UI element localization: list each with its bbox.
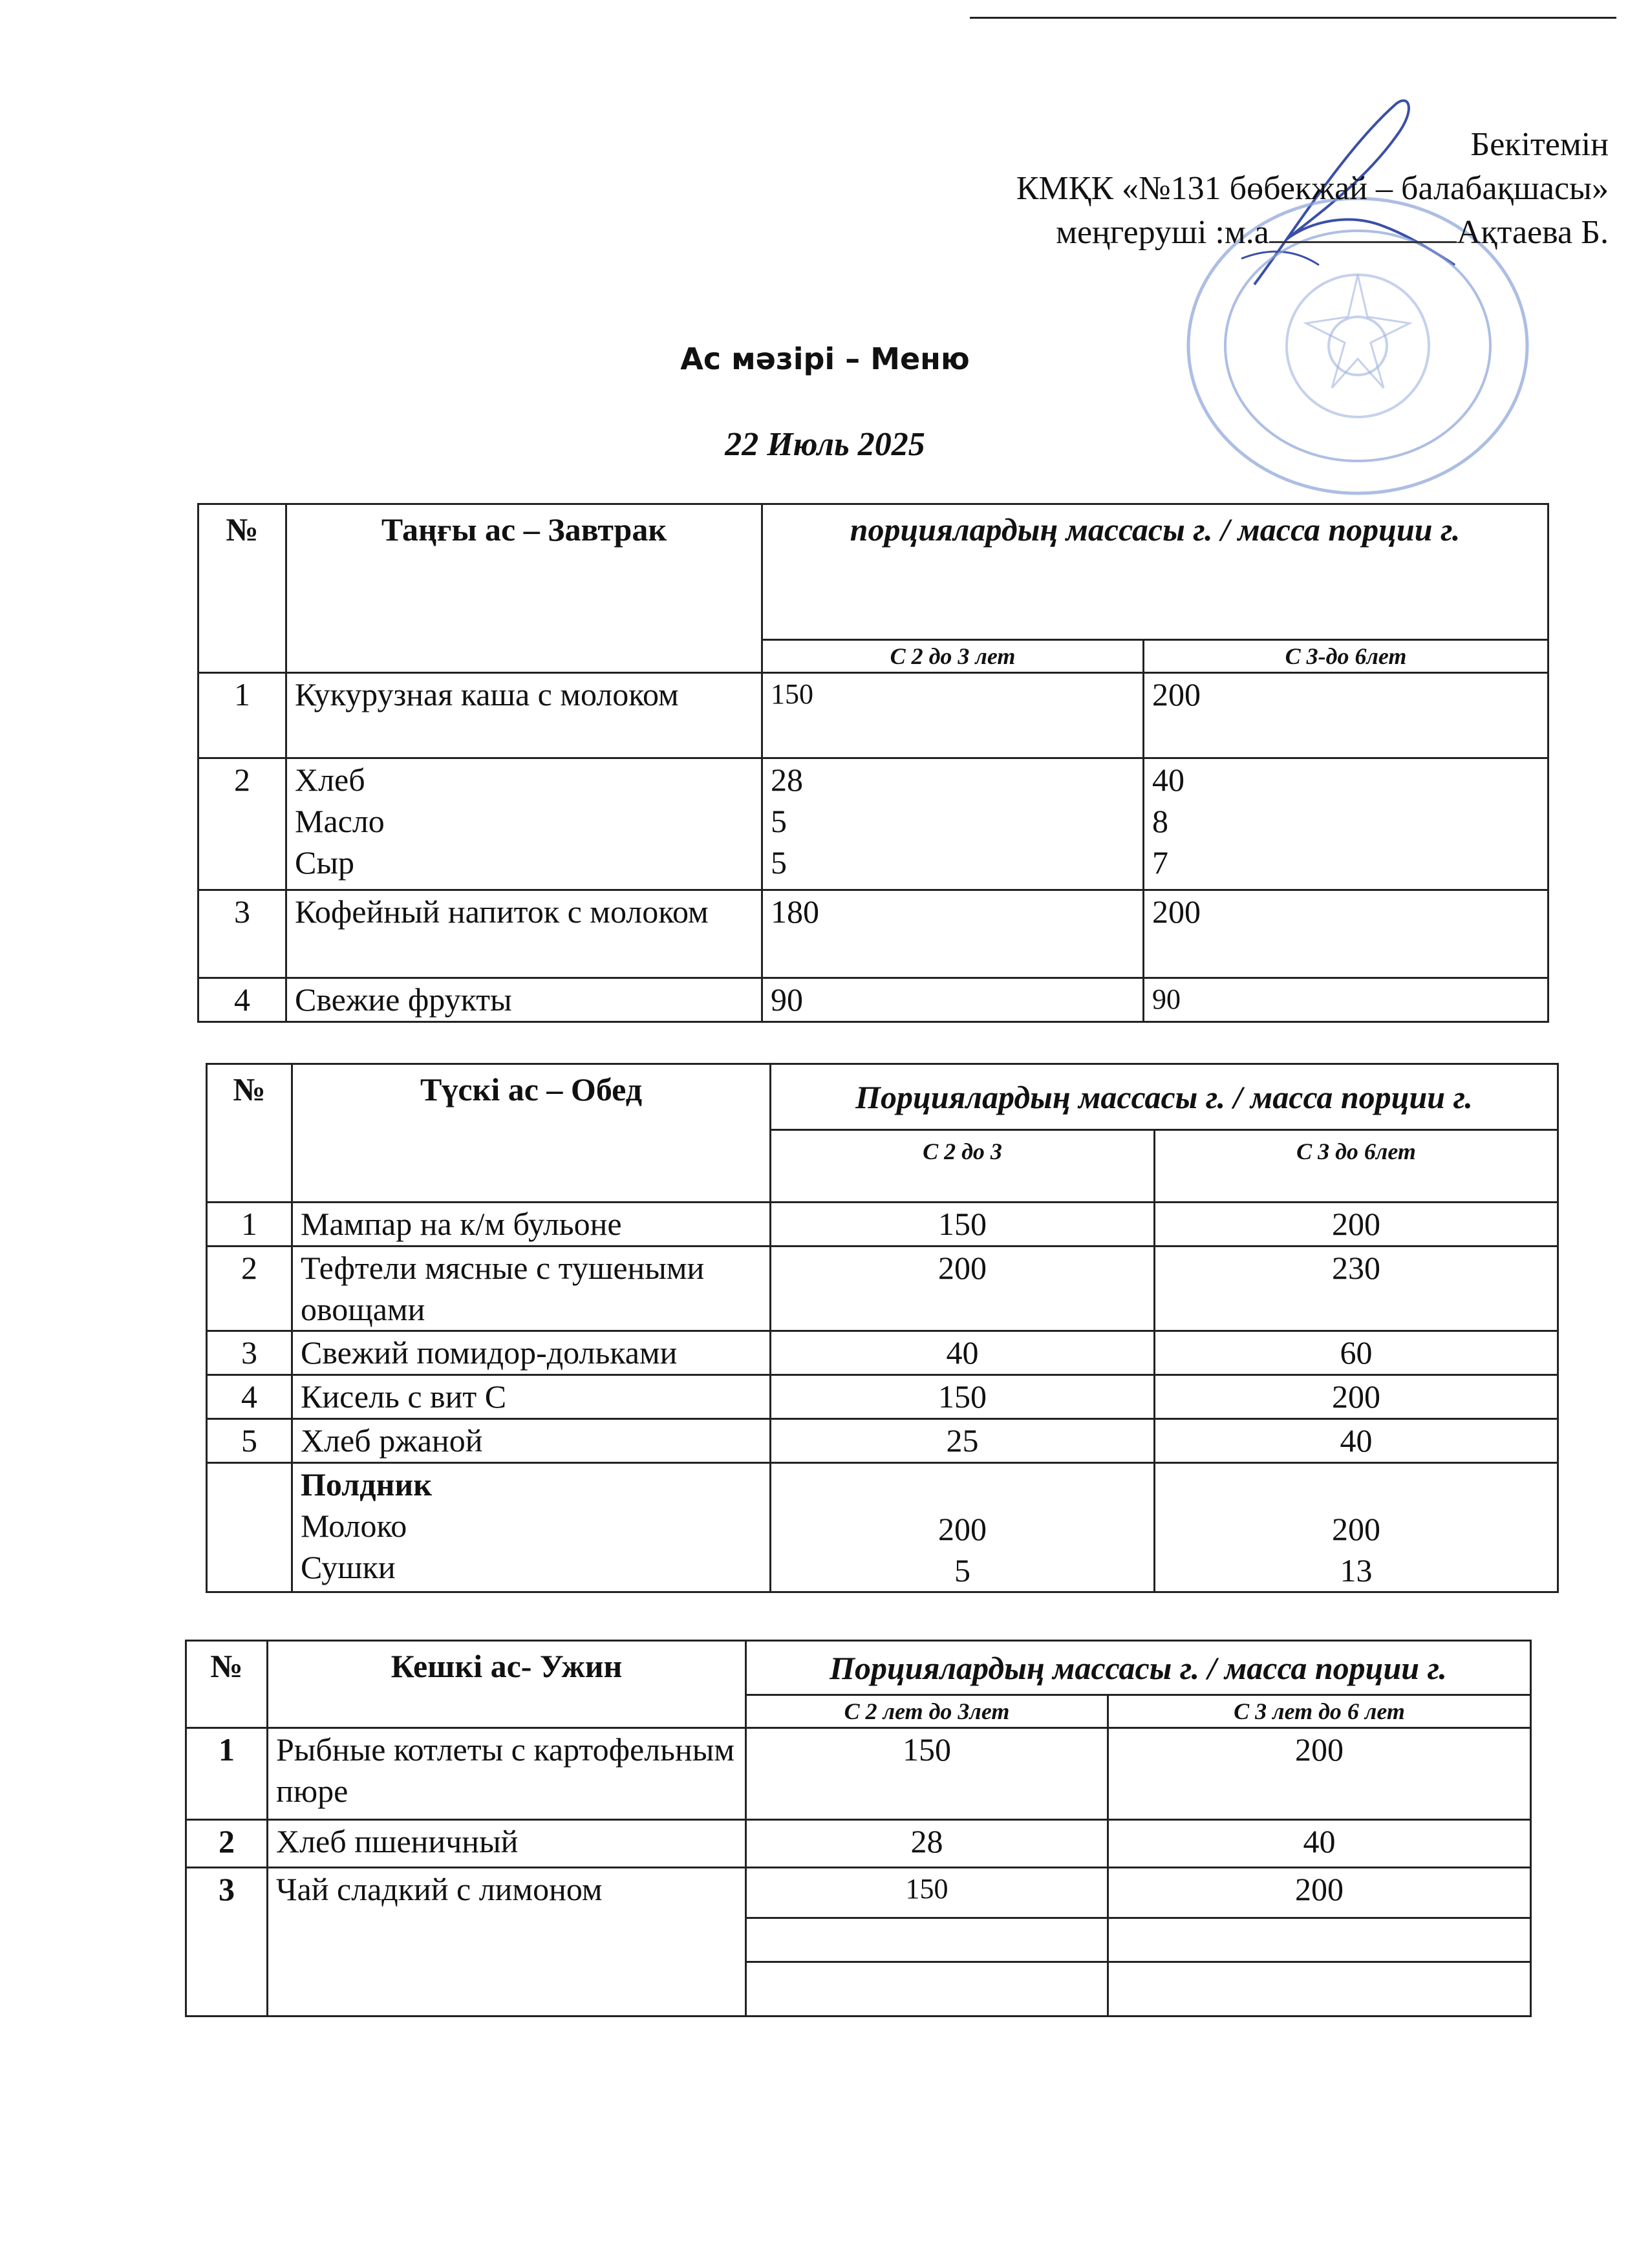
portion-3-6: 40 <box>1155 1419 1558 1463</box>
breakfast-header: Таңғы ас – Завтрак <box>286 504 762 673</box>
age-col-2-3: С 2 лет до 3лет <box>746 1695 1108 1728</box>
dinner-table <box>185 1640 1532 2017</box>
table-row <box>186 1868 1531 1918</box>
approval-position: меңгеруші :м.а <box>1056 214 1269 251</box>
dish-name: Рыбные котлеты с картофельным пюре <box>268 1728 746 1820</box>
row-number: 3 <box>207 1331 292 1375</box>
row-number: 1 <box>186 1728 268 1820</box>
portion-value: 5 <box>771 844 787 881</box>
dish-name: Чай сладкий с лимоном <box>268 1868 746 2017</box>
portion-2-3: 150 <box>771 1203 1155 1246</box>
dish-item: Масло <box>295 803 385 839</box>
signature-line <box>1269 211 1457 243</box>
row-number: 1 <box>198 673 286 758</box>
menu-title: Ас мәзірі – Меню <box>680 341 970 376</box>
portion-2-3: 90 <box>762 978 1144 1022</box>
portion-3-6: 60 <box>1155 1331 1558 1375</box>
empty-cell <box>1108 1962 1531 2017</box>
empty-cell <box>746 1918 1108 1962</box>
portion-value: 28 <box>771 762 803 798</box>
approval-line1: Бекітемін <box>1470 126 1609 163</box>
col-num-header: № <box>198 504 286 673</box>
row-number: 3 <box>198 890 286 978</box>
dish-name <box>292 1463 771 1592</box>
dish-name: Свежий помидор-дольками <box>292 1331 771 1375</box>
lunch-header: Түскі ас – Обед <box>292 1064 771 1203</box>
portion-2-3 <box>762 758 1144 890</box>
table-row <box>207 1331 1558 1375</box>
dish-name: Хлеб ржаной <box>292 1419 771 1463</box>
portion-2-3: 40 <box>771 1331 1155 1375</box>
portion-value: 200 <box>1332 1511 1380 1547</box>
table-row <box>207 1203 1558 1246</box>
dinner-header: Кешкі ас- Ужин <box>268 1641 746 1728</box>
portion-2-3: 150 <box>771 1375 1155 1419</box>
portion-value: 200 <box>938 1511 987 1547</box>
dish-name <box>286 758 762 890</box>
approval-line3 <box>1016 211 1609 255</box>
portion-3-6: 200 <box>1144 673 1548 758</box>
snack-row <box>207 1463 1558 1592</box>
row-number: 2 <box>207 1246 292 1331</box>
lunch-table <box>206 1063 1559 1593</box>
portion-3-6: 200 <box>1108 1868 1531 1918</box>
row-number: 1 <box>207 1203 292 1246</box>
portion-2-3: 150 <box>746 1728 1108 1820</box>
portion-2-3: 150 <box>746 1868 1108 1918</box>
portion-value: 5 <box>771 803 787 839</box>
age-col-3-6: С 3-до 6лет <box>1144 640 1548 673</box>
dish-name: Кофейный напиток с молоком <box>286 890 762 978</box>
col-num-header: № <box>186 1641 268 1728</box>
top-border-line <box>970 17 1616 19</box>
table-row <box>207 1375 1558 1419</box>
snack-title: Полдник <box>301 1466 433 1503</box>
portion-header: порциялардың массасы г. / масса порции г. <box>762 504 1548 640</box>
portion-3-6 <box>1155 1463 1558 1592</box>
breakfast-table <box>197 503 1549 1023</box>
portion-header: Порциялардың массасы г. / масса порции г. <box>771 1064 1558 1130</box>
table-row <box>207 1246 1558 1331</box>
age-col-3-6: С 3 лет до 6 лет <box>1108 1695 1531 1728</box>
portion-3-6: 230 <box>1155 1246 1558 1331</box>
menu-date: 22 Июль 2025 <box>725 426 925 463</box>
row-number: 3 <box>186 1868 268 2017</box>
portion-2-3 <box>771 1463 1155 1592</box>
table-row <box>186 1728 1531 1820</box>
row-number <box>207 1463 292 1592</box>
row-number: 4 <box>198 978 286 1022</box>
dish-name: Кукурузная каша с молоком <box>286 673 762 758</box>
portion-2-3: 180 <box>762 890 1144 978</box>
portion-value: 13 <box>1340 1552 1373 1589</box>
portion-2-3: 200 <box>771 1246 1155 1331</box>
portion-2-3: 150 <box>762 673 1144 758</box>
age-col-3-6: С 3 до 6лет <box>1155 1130 1558 1203</box>
table-row <box>198 890 1548 978</box>
table-row <box>198 758 1548 890</box>
portion-3-6: 40 <box>1108 1820 1531 1868</box>
portion-value: 7 <box>1152 844 1168 881</box>
portion-2-3: 25 <box>771 1419 1155 1463</box>
portion-3-6: 90 <box>1144 978 1548 1022</box>
portion-value: 40 <box>1152 762 1184 798</box>
dish-item: Молоко <box>301 1508 407 1544</box>
dish-item: Сыр <box>295 844 354 881</box>
dish-item: Хлеб <box>295 762 365 798</box>
approval-head-name: Ақтаева Б. <box>1456 214 1609 251</box>
col-num-header: № <box>207 1064 292 1203</box>
row-number: 2 <box>198 758 286 890</box>
table-row <box>186 1820 1531 1868</box>
empty-cell <box>746 1962 1108 2017</box>
portion-3-6: 200 <box>1144 890 1548 978</box>
dish-item: Сушки <box>301 1549 396 1585</box>
portion-3-6: 200 <box>1155 1375 1558 1419</box>
age-col-2-3: С 2 до 3 <box>771 1130 1155 1203</box>
portion-3-6: 200 <box>1108 1728 1531 1820</box>
table-row <box>207 1419 1558 1463</box>
age-col-2-3: С 2 до 3 лет <box>762 640 1144 673</box>
table-row <box>198 978 1548 1022</box>
approval-line2: КМҚК «№131 бөбекжай – балабақшасы» <box>1016 170 1609 207</box>
portion-value: 8 <box>1152 803 1168 839</box>
portion-value: 5 <box>954 1552 970 1589</box>
empty-cell <box>1108 1918 1531 1962</box>
row-number: 2 <box>186 1820 268 1868</box>
dish-name: Мампар на к/м бульоне <box>292 1203 771 1246</box>
portion-3-6: 200 <box>1155 1203 1558 1246</box>
dish-name: Кисель с вит С <box>292 1375 771 1419</box>
table-row <box>198 673 1548 758</box>
row-number: 5 <box>207 1419 292 1463</box>
dish-name: Тефтели мясные с тушеными овощами <box>292 1246 771 1331</box>
portion-3-6 <box>1144 758 1548 890</box>
portion-2-3: 28 <box>746 1820 1108 1868</box>
portion-header: Порциялардың массасы г. / масса порции г. <box>746 1641 1531 1695</box>
dish-name: Хлеб пшеничный <box>268 1820 746 1868</box>
dish-name: Свежие фрукты <box>286 978 762 1022</box>
row-number: 4 <box>207 1375 292 1419</box>
approval-block <box>1016 123 1609 255</box>
